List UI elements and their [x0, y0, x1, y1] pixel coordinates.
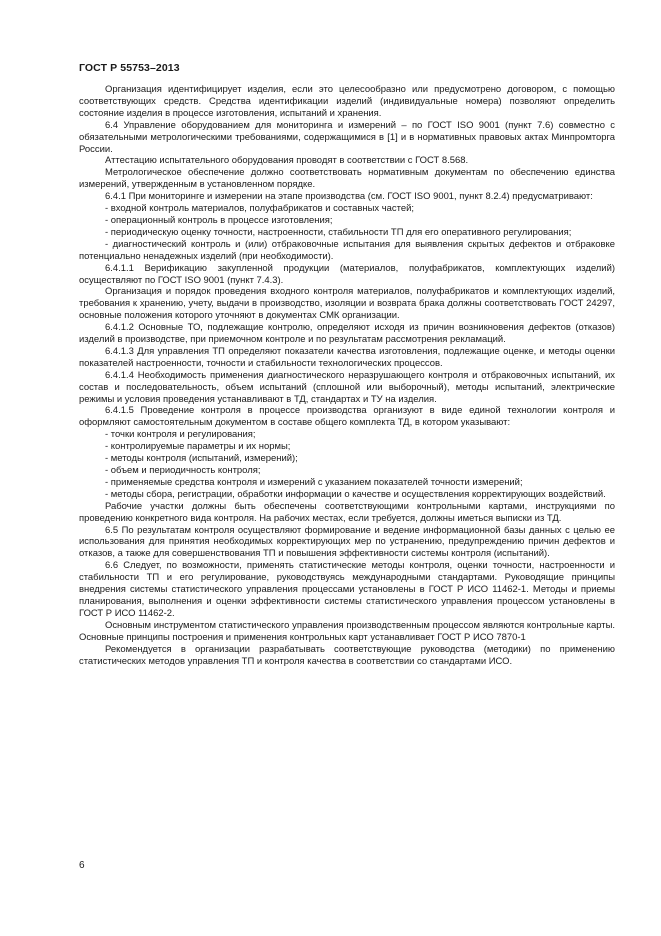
paragraph: Организация идентифицирует изделия, если это целесообразно или предусмотрено договором, с помощью соответствующих средств. Средства идентификации изделий (индивидуальные номера) позволяют определить состояние изделия в процессе изготовления, испытаний и хранения.	[79, 84, 615, 119]
list-item: - операционный контроль в процессе изготовления;	[105, 214, 333, 226]
list-item: - методы контроля (испытаний, измерений);	[105, 453, 298, 465]
paragraph: Метрологическое обеспечение должно соответствовать нормативным документам по обеспечению единства измерений, утвержденным в установленном порядке.	[79, 167, 615, 191]
paragraph: 6.4.1.4 Необходимость применения диагностического неразрушающего контроля и отбраковочных испытаний, их состав и последовательность, объем испытаний (сплошной или выборочный), методы испытаний, электрические режимы и условия проведения устанавливают в ТД, стандартах и ТУ на изделия.	[79, 369, 615, 405]
list-item: - диагностический контроль и (или) отбраковочные испытания для выявления скрытых дефектов и отбраковке потенциально ненадежных изделий (при необходимости).	[79, 238, 615, 262]
paragraph: 6.4.1.2 Основные ТО, подлежащие контролю, определяют исходя из причин возникновения дефектов (отказов) изделий в производстве, при приемочном контроле и по результатам рассмотрения рекламаций.	[79, 322, 615, 346]
list-item: - применяемые средства контроля и измерений с указанием показателей точности измерений;	[105, 476, 523, 488]
list-item: - объем и периодичность контроля;	[105, 465, 261, 476]
list-item: - входной контроль материалов, полуфабрикатов и составных частей;	[105, 203, 414, 215]
paragraph: 6.4.1.1 Верификацию закупленной продукции (материалов, полуфабрикатов, комплектующих изделий) осуществляют по ГОСТ ISO 9001 (пункт 7.4.3).	[79, 262, 615, 286]
paragraph: Аттестацию испытательного оборудования проводят в соответствии с ГОСТ 8.568.	[105, 155, 469, 167]
paragraph: 6.6 Следует, по возможности, применять статистические методы контроля, оценки точности, настроенности и стабильности ТП и его регулирование, руководствуясь международными стандартами. Руководящие принципы внедрения системы статистического управления процессами установлены в ГОСТ Р ИСО 11462-1. Методы и приемы планирования, выполнения и оценки эффективности системы статистического управления процессом установлены в ГОСТ Р ИСО 11462-2.	[79, 560, 615, 619]
list-item: - точки контроля и регулирования;	[105, 429, 256, 441]
paragraph: Рекомендуется в организации разрабатывать соответствующие руководства (методики) по применению статистических методов управления ТП и контроля качества в соответствии со стандартами ИСО.	[79, 643, 615, 667]
document-body	[79, 84, 615, 667]
paragraph: 6.4.1 При мониторинге и измерении на этапе производства (см. ГОСТ ISO 9001, пункт 8.2.4) предусматривают:	[105, 191, 593, 203]
paragraph: 6.4.1.3 Для управления ТП определяют показатели качества изготовления, подлежащие оценке, и методы оценки показателей настроенности, точности и стабильности технологических процессов.	[79, 345, 615, 369]
paragraph: Рабочие участки должны быть обеспечены соответствующими контрольными картами, инструкциями по проведению конкретного вида контроля. На рабочих местах, если требуется, должны иметься выписки из ТД.	[79, 500, 615, 524]
paragraph: 6.4 Управление оборудованием для мониторинга и измерений – по ГОСТ ISO 9001 (пункт 7.6) совместно с обязательными метрологическими требованиями, содержащимися в [1] и в нормативных правовых актах Минпромторга России.	[79, 119, 615, 155]
list-item: - методы сбора, регистрации, обработки информации о качестве и осуществления корректирующих воздействий.	[105, 488, 606, 500]
list-item: - периодическую оценку точности, настроенности, стабильности ТП для его оперативного регулирования;	[105, 226, 572, 238]
paragraph: 6.5 По результатам контроля осуществляют формирование и ведение информационной базы данных с целью ее использования для принятия необходимых корректирующих мер по устранению, предупреждению причин дефектов и отказов, а также для совершенствования ТП и повышения эффективности системы контроля (испытаний).	[79, 524, 615, 560]
document-header: ГОСТ Р 55753–2013	[79, 62, 180, 74]
page-number: 6	[79, 860, 85, 871]
list-item: - контролируемые параметры и их нормы;	[105, 441, 291, 453]
paragraph: Основным инструментом статистического управления производственным процессом являются контрольные карты. Основные принципы построения и применения контрольных карт устанавливает ГОСТ Р ИСО 7870-1	[79, 619, 615, 643]
paragraph: 6.4.1.5 Проведение контроля в процессе производства организуют в виде единой технологии контроля и оформляют самостоятельным документом в составе общего комплекта ТД, в котором указывают:	[79, 405, 615, 429]
paragraph: Организация и порядок проведения входного контроля материалов, полуфабрикатов и комплектующих изделий, требования к хранению, учету, выдачи в производство, изоляции и возврата брака должны соответствовать ГОСТ 24297, основные положения которого уточняют в документах СМК организации.	[79, 286, 615, 322]
